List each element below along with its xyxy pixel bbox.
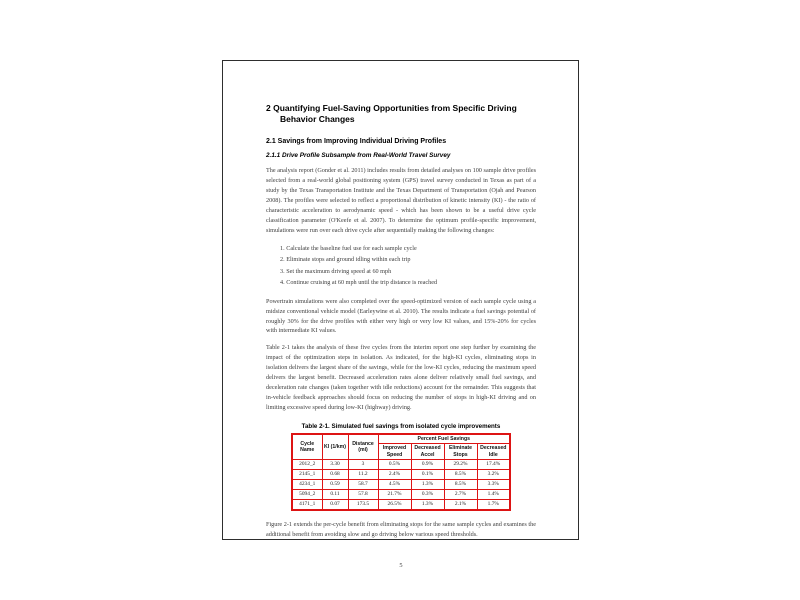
table-cell: 57.8 (348, 490, 378, 500)
ordered-list-item: 1. Calculate the baseline fuel use for each sample cycle (280, 244, 417, 252)
table-row (292, 470, 510, 480)
table-cell: 0.1% (411, 470, 444, 480)
table-group-header-cell: Percent Fuel Savings (378, 434, 510, 444)
table-cell: 0.59 (322, 480, 348, 490)
table-cell: 3.30 (322, 460, 348, 470)
page-content (223, 61, 578, 569)
table-cell: 0.68 (322, 470, 348, 480)
table-header-cell: Improved Speed (378, 444, 411, 460)
table-row (292, 500, 510, 511)
table-cell: 5094_2 (292, 490, 322, 500)
paragraph-intro: The analysis report (Gonder et al. 2011) includes results from detailed analyses on 100 sample drive profiles selected from a real-world global positioning system (GPS) travel survey conducted in Texas as part of a study by the Texas Transportation Institute and the Texas Department of Transportation (Ojah and Pearson 2008). The profiles were selected to reflect a proportional distribution of kinetic intensity (KI) - the ratio of characteristic acceleration to aerodynamic speed - which has been shown to be a useful drive cycle classification parameter (O'Keefe et al. 2007). To determine the optimum profile-specific improvement, simulations were run over each drive cycle after sequentially making the following changes: (266, 167, 536, 234)
table-header-cell: Cycle Name (292, 434, 322, 460)
ordered-list-item: 3. Set the maximum driving speed at 60 mph (280, 267, 392, 275)
ordered-list (280, 243, 536, 289)
table-header-row (292, 434, 510, 444)
paragraph-figure-reference: Figure 2-1 extends the per-cycle benefit from eliminating stops for the same sample cycles and examines the additional benefit from avoiding slow and go driving below various speed thresholds. (266, 521, 536, 539)
table-header-cell: Decreased Accel (411, 444, 444, 460)
table-cell: 26.5% (378, 500, 411, 511)
table-row (292, 480, 510, 490)
table-cell: 2.1% (444, 500, 477, 511)
subsubsection-heading: 2.1.1 Drive Profile Subsample from Real-World Travel Survey (266, 152, 451, 160)
table-caption: Table 2-1. Simulated fuel savings from isolated cycle improvements (301, 422, 501, 430)
table-cell: 1.7% (477, 500, 510, 511)
table-cell: 4171_1 (292, 500, 322, 511)
page-number: 5 (399, 562, 403, 570)
table-cell: 2.4% (378, 470, 411, 480)
table-cell: 3.2% (477, 470, 510, 480)
table-cell: 0.3% (411, 490, 444, 500)
table-cell: 11.2 (348, 470, 378, 480)
table-cell: 1.4% (477, 490, 510, 500)
table-cell: 8.5% (444, 480, 477, 490)
table-cell: 0.9% (411, 460, 444, 470)
table-cell: 21.7% (378, 490, 411, 500)
table-cell: 0.11 (322, 490, 348, 500)
table-cell: 1.3% (411, 480, 444, 490)
subsection-heading: 2.1 Savings from Improving Individual Driving Profiles (266, 137, 447, 145)
table-cell: 3 (348, 460, 378, 470)
table-cell: 3.3% (477, 480, 510, 490)
table-cell: 0.07 (322, 500, 348, 511)
paragraph-results: Powertrain simulations were also completed over the speed-optimized version of each sample cycle using a midsize conventional vehicle model (Earleywine et al. 2010). The results indicate a fuel savings potential of roughly 30% for the drive profiles with either very high or very low KI values, and 15%-20% for cycles with intermediate KI values. (266, 297, 536, 335)
table-cell: 1.3% (411, 500, 444, 511)
table-header-cell: Eliminate Stops (444, 444, 477, 460)
table-cell: 8.5% (444, 470, 477, 480)
ordered-list-item: 4. Continue cruising at 60 mph until the trip distance is reached (280, 279, 438, 287)
table-cell: 2012_2 (292, 460, 322, 470)
table-cell: 0.5% (378, 460, 411, 470)
table-cell: 29.2% (444, 460, 477, 470)
table-cell: 58.7 (348, 480, 378, 490)
table-cell: 17.4% (477, 460, 510, 470)
table-cell: 2145_1 (292, 470, 322, 480)
table-cell: 2.7% (444, 490, 477, 500)
paragraph-table-discussion: Table 2-1 takes the analysis of these five cycles from the interim report one step further by examining the impact of the optimization steps in isolation. As indicated, for the high-KI cycles, eliminating stops in isolation delivers the largest share of the savings, while for the low-KI cycles, reducing the maximum speed delivers the largest benefit. Decreased acceleration rates alone deliver relatively small fuel savings, and deceleration rate changes (taken together with idle reductions) account for the remainder. This suggests that in-vehicle feedback approaches should focus on reducing the number of stops in high-KI driving and on limiting excessive speed during low-KI (highway) driving. (266, 344, 536, 411)
table-row (292, 490, 510, 500)
table-block (291, 423, 511, 512)
table-header-cell: Distance (mi) (348, 434, 378, 460)
document-page (222, 60, 579, 570)
table-cell: 4234_1 (292, 480, 322, 490)
fuel-savings-table (291, 433, 511, 512)
ordered-list-item: 2. Eliminate stops and ground idling within each trip (280, 256, 411, 264)
table-cell: 173.5 (348, 500, 378, 511)
section-heading: 2 Quantifying Fuel-Saving Opportunities from Specific Driving Behavior Changes (266, 103, 517, 125)
table-header-cell: Decreased Idle (477, 444, 510, 460)
table-header-cell: KI (1/km) (322, 434, 348, 460)
table-cell: 4.5% (378, 480, 411, 490)
table-row (292, 460, 510, 470)
